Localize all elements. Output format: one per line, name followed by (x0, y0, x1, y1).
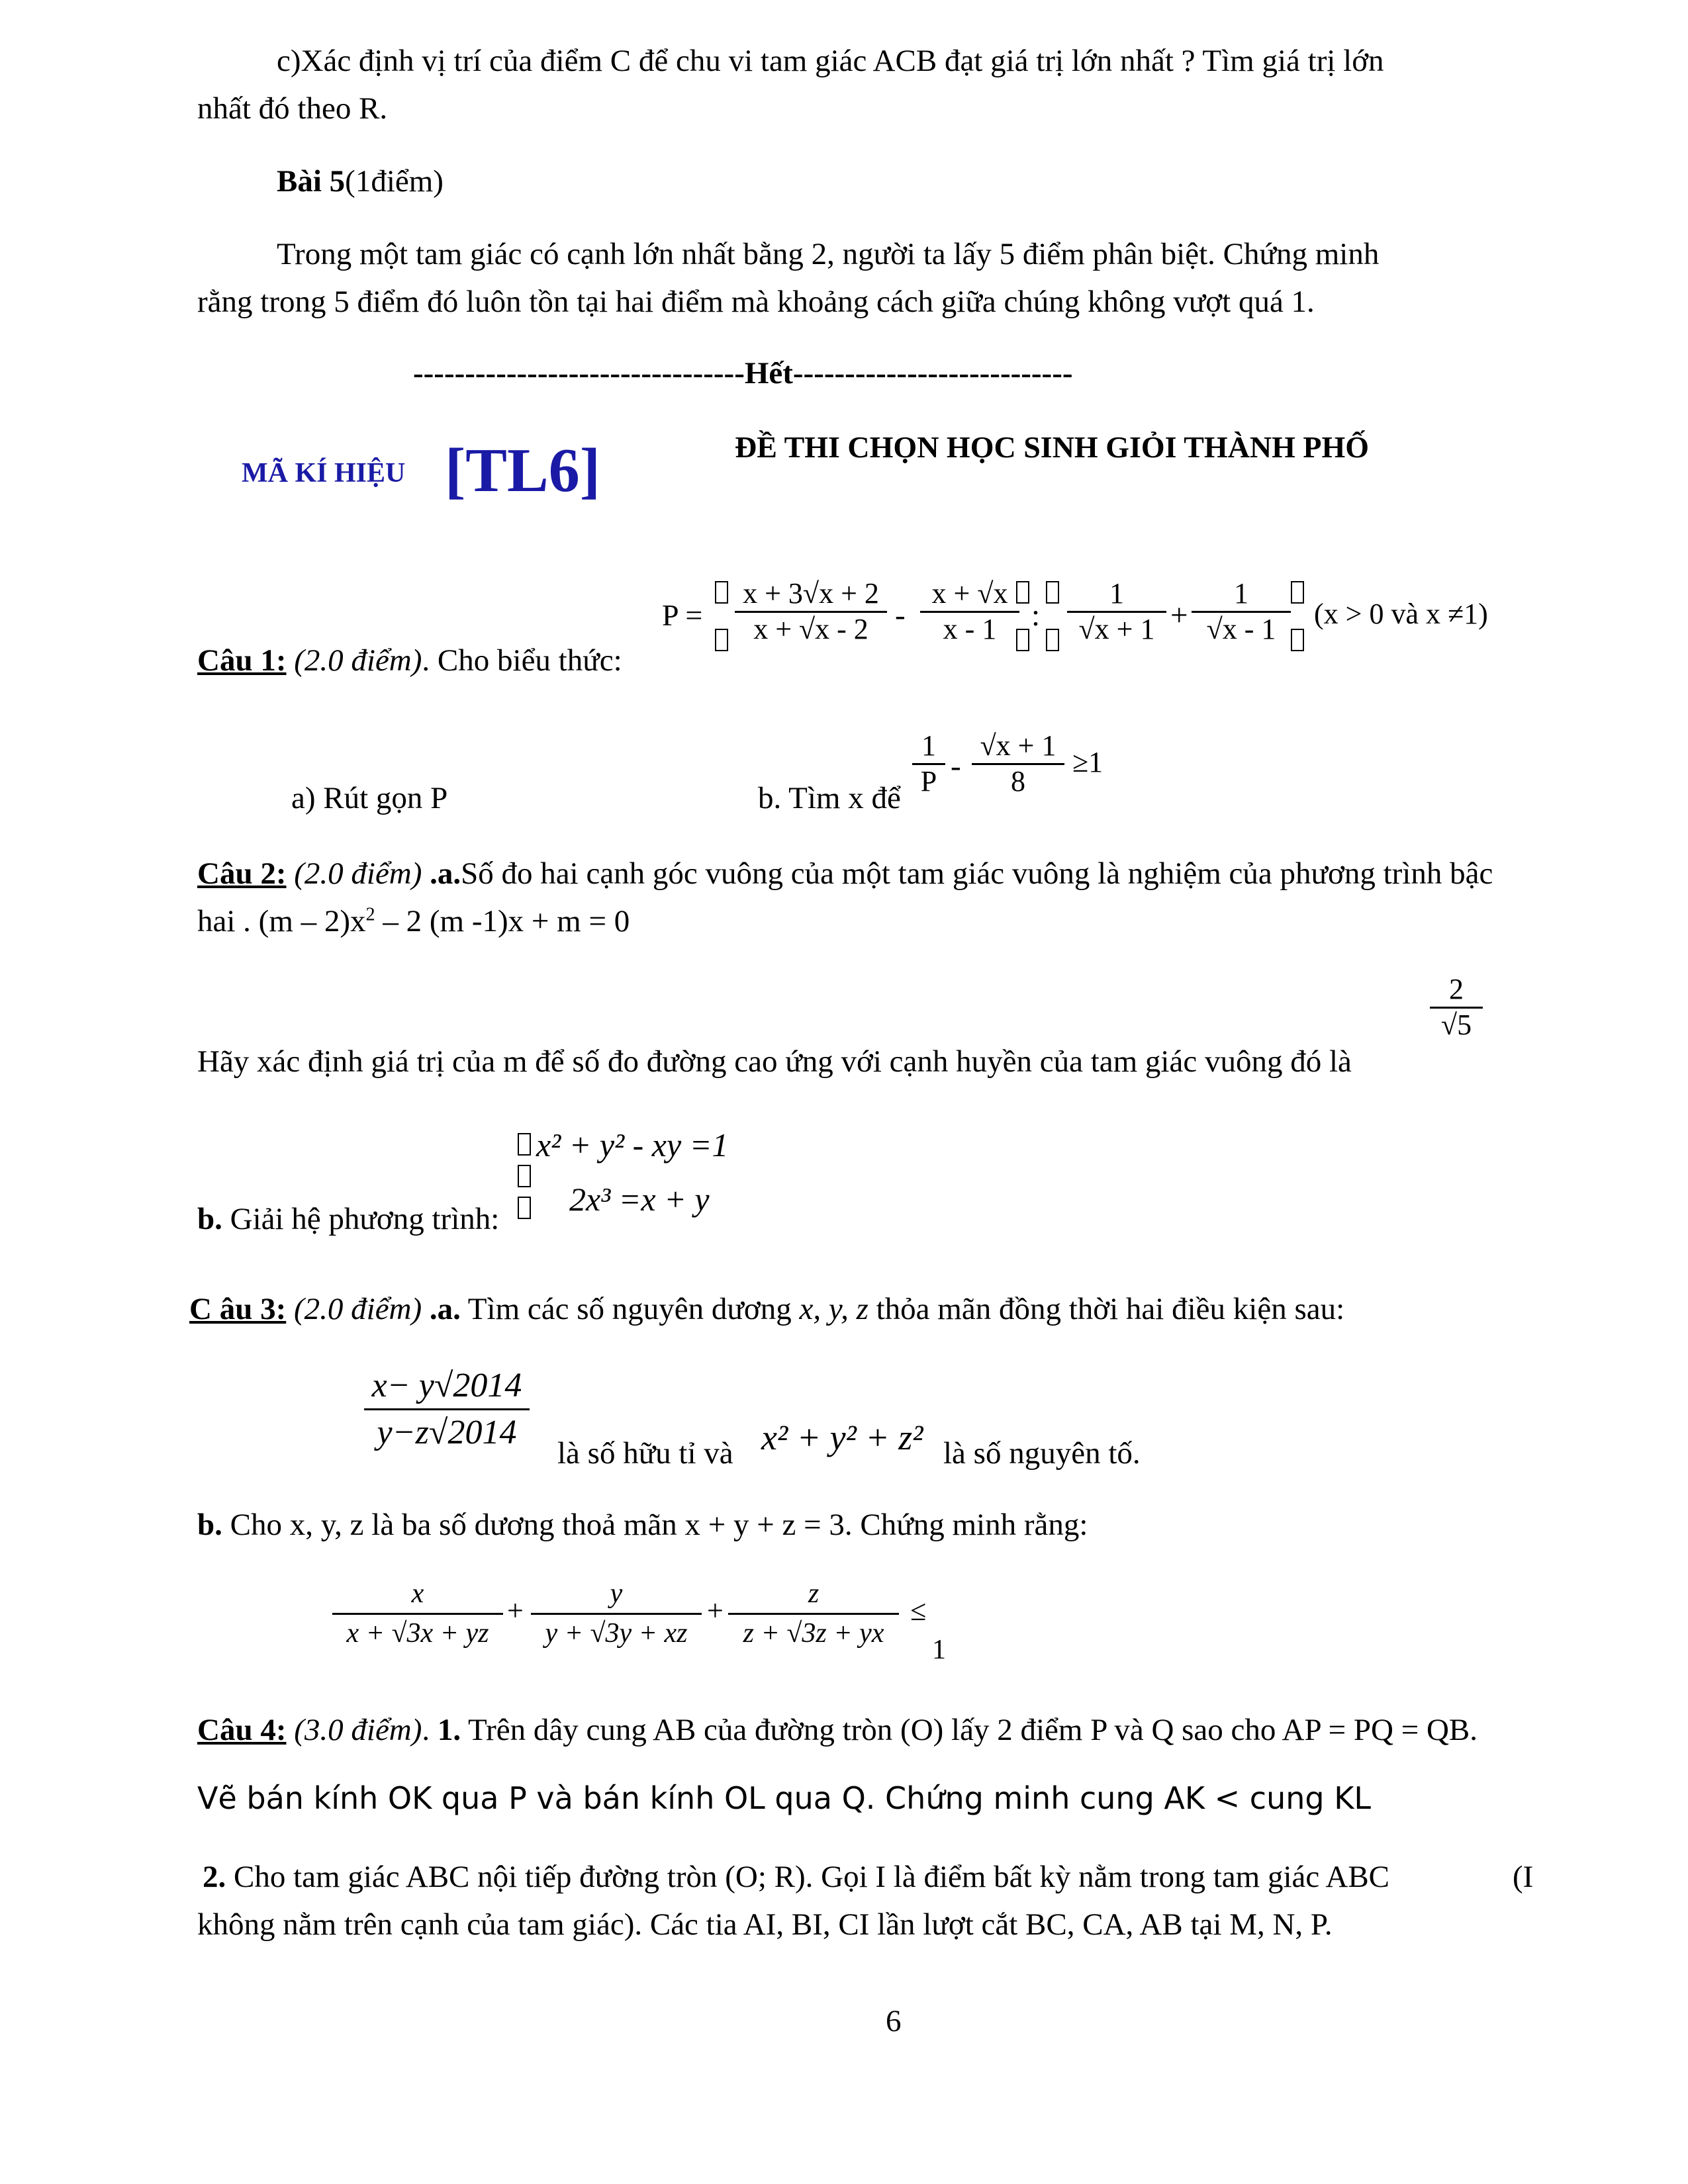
fraction-4 (1192, 577, 1291, 646)
cau2-fraction-den: √5 (1430, 1007, 1483, 1042)
cau3-prime-text: là số nguyên tố. (943, 1436, 1141, 1471)
ineq-fraction-1-den: P (912, 763, 945, 799)
ineq-term-1-num: x (411, 1578, 424, 1609)
formula-minus: - (895, 598, 906, 633)
cau2-points: (2.0 điểm) (294, 856, 422, 891)
cau3-label: C âu 3: (189, 1292, 287, 1326)
bracket-glyph (715, 581, 728, 604)
cau2-eq-exp: 2 (365, 904, 375, 925)
fraction-4-num: 1 (1234, 577, 1248, 610)
cau1-text: . Cho biểu thức: (422, 643, 622, 678)
cau3-part-a-label: .a. (422, 1292, 461, 1326)
cau2-part-a-label: .a. (422, 856, 461, 891)
cau2-text1: Số đo hai cạnh góc vuông của một tam giác vuông là nghiệm của phương trình bậc (461, 856, 1493, 891)
cau3-fraction-den: y−z√2014 (364, 1408, 530, 1455)
part-c-line1: c)Xác định vị trí của điểm C để chu vi tam giác ACB đạt giá trị lớn nhất ? Tìm giá trị lớn (277, 44, 1384, 78)
cau2-eq-suffix: – 2 (m -1)x + m = 0 (375, 904, 630, 938)
cau2-line2 (197, 903, 630, 940)
fraction-2-den: x - 1 (920, 611, 1019, 647)
bracket-glyph (1016, 581, 1029, 604)
fraction-2-num: x + √x (931, 577, 1008, 610)
cau4-part2-line1 (203, 1858, 1389, 1895)
end-separator: --------------------------------Hết--------------------------- (413, 356, 1073, 390)
bai5-line1: Trong một tam giác có cạnh lớn nhất bằng 2, người ta lấy 5 điểm phân biệt. Chứng minh (277, 237, 1380, 271)
bai5-line2: rằng trong 5 điểm đó luôn tồn tại hai điểm mà khoảng cách giữa chúng không vượt quá 1. (197, 285, 1315, 319)
cau1-intro (197, 642, 622, 679)
ineq-term-1 (332, 1575, 503, 1652)
cau3-part-b-label: b. (197, 1508, 222, 1542)
fraction-2 (920, 577, 1019, 646)
fraction-3-num: 1 (1109, 577, 1124, 610)
cau3-fraction-num: x− y√2014 (371, 1367, 522, 1404)
ineq-le: ≤ (910, 1594, 927, 1627)
ineq-term-2 (531, 1575, 702, 1652)
cau3-text1-prefix: Tìm các số nguyên dương (460, 1292, 800, 1326)
cau2-part-b-text: Giải hệ phương trình: (222, 1202, 500, 1236)
cau1-part-a: a) Rút gọn P (291, 781, 448, 815)
ineq-term-1-den: x + √3x + yz (332, 1613, 503, 1653)
bai5-title: Bài 5 (277, 164, 346, 199)
page-number: 6 (886, 2004, 902, 2038)
formula-plus: + (1170, 598, 1188, 633)
ineq-fraction-2-num: √x + 1 (980, 729, 1056, 762)
cau4-part2-text: Cho tam giác ABC nội tiếp đường tròn (O; R). Gọi I là điểm bất kỳ nằm trong tam giác ABC (226, 1860, 1390, 1894)
ineq-term-3 (728, 1575, 899, 1652)
cau4-part2-paren: (I (1513, 1860, 1534, 1894)
cau3-rational-text: là số hữu tỉ và (557, 1436, 733, 1471)
fraction-3 (1067, 577, 1166, 646)
ineq-rhs: ≥1 (1072, 746, 1103, 778)
fraction-1 (735, 577, 887, 646)
ineq-term-2-num: y (610, 1578, 623, 1609)
brace-glyph (518, 1197, 531, 1219)
cau3-points: (2.0 điểm) (293, 1292, 422, 1326)
cau2-text3: Hãy xác định giá trị của m để số đo đường cao ứng với cạnh huyền của tam giác vuông đó là (197, 1044, 1352, 1079)
ineq-rhs-value: 1 (932, 1635, 946, 1665)
cau2-eq-prefix: hai . (m – 2)x (197, 904, 366, 938)
exam-title: ĐỀ THI CHỌN HỌC SINH GIỎI THÀNH PHỐ (735, 430, 1370, 464)
cau2-fraction (1430, 973, 1483, 1042)
cau3-sum-squares: x² + y² + z² (761, 1418, 923, 1457)
bracket-glyph (1291, 629, 1304, 651)
ineq-term-3-num: z (808, 1578, 820, 1609)
cau3-line1 (189, 1291, 1344, 1328)
fraction-1-den: x + √x - 2 (735, 611, 887, 647)
cau3-part-b (197, 1506, 1088, 1543)
formula-condition: (x > 0 và x ≠1) (1314, 598, 1488, 630)
bracket-glyph (1016, 629, 1029, 651)
cau2-label: Câu 2: (197, 856, 287, 891)
fraction-4-den: √x - 1 (1192, 611, 1291, 647)
cau2-part-b-label: b. (197, 1202, 222, 1236)
cau4-part1-text: Trên dây cung AB của đường tròn (O) lấy 2 điểm P và Q sao cho AP = PQ = QB. (461, 1713, 1478, 1747)
fraction-3-den: √x + 1 (1067, 611, 1166, 647)
ineq-minus: - (951, 749, 961, 784)
system-eq2: 2x³ =x + y (569, 1181, 710, 1218)
formula-colon: : (1031, 598, 1041, 633)
fraction-1-num: x + 3√x + 2 (743, 577, 879, 610)
cau2-part-b (197, 1201, 499, 1238)
code-label: MÃ KÍ HIỆU (242, 458, 406, 488)
ineq-plus-2: + (707, 1594, 724, 1627)
cau3-part-b-text: Cho x, y, z là ba số dương thoả mãn x + y + z = 3. Chứng minh rằng: (222, 1508, 1088, 1542)
brace-glyph (518, 1165, 531, 1187)
cau4-line1: Câu 4: (3.0 điểm). 1. Trên dây cung AB của đường tròn (O) lấy 2 điểm P và Q sao cho AP = PQ = QB. (197, 1713, 1478, 1747)
cau2-line1 (197, 855, 1493, 892)
cau4-part1-line2: Vẽ bán kính OK qua P và bán kính OL qua Q. Chứng minh cung AK < cung KL (197, 1780, 1372, 1816)
formula-lhs: P = (662, 598, 703, 632)
cau4-part1-label: 1. (437, 1713, 461, 1747)
cau3-text1-suffix: thỏa mãn đồng thời hai điều kiện sau: (868, 1292, 1345, 1326)
cau2-fraction-num: 2 (1449, 973, 1464, 1005)
cau1-part-b: b. Tìm x để (758, 781, 901, 815)
code-value: [TL6] (445, 436, 600, 505)
ineq-plus-1: + (507, 1594, 524, 1627)
bracket-glyph (1291, 581, 1304, 604)
ineq-fraction-1 (912, 729, 945, 798)
ineq-term-3-den: z + √3z + yx (728, 1613, 899, 1653)
cau4-points: (3.0 điểm) (294, 1713, 422, 1747)
cau3-fraction (364, 1363, 530, 1455)
bracket-glyph (715, 629, 728, 651)
ineq-fraction-1-num: 1 (921, 729, 936, 762)
cau3-text1-vars: x, y, z (799, 1292, 868, 1326)
cau4-label: Câu 4: (197, 1713, 287, 1747)
part-c-line2: nhất đó theo R. (197, 91, 388, 126)
brace-glyph (518, 1133, 531, 1156)
cau4-part2-line2: không nằm trên cạnh của tam giác). Các tia AI, BI, CI lần lượt cắt BC, CA, AB tại M, N, P. (197, 1907, 1333, 1942)
ineq-fraction-2 (972, 729, 1064, 798)
ineq-fraction-2-den: 8 (972, 763, 1064, 799)
cau4-part2-label: 2. (203, 1860, 226, 1894)
cau1-points: (2.0 điểm) (294, 643, 422, 678)
system-eq1: x² + y² - xy =1 (536, 1126, 729, 1163)
bai5-heading (277, 163, 444, 200)
cau1-label: Câu 1: (197, 643, 287, 678)
bai5-points: (1điểm) (345, 164, 444, 199)
bracket-glyph (1046, 629, 1059, 651)
bracket-glyph (1046, 581, 1059, 604)
ineq-term-2-den: y + √3y + xz (531, 1613, 702, 1653)
